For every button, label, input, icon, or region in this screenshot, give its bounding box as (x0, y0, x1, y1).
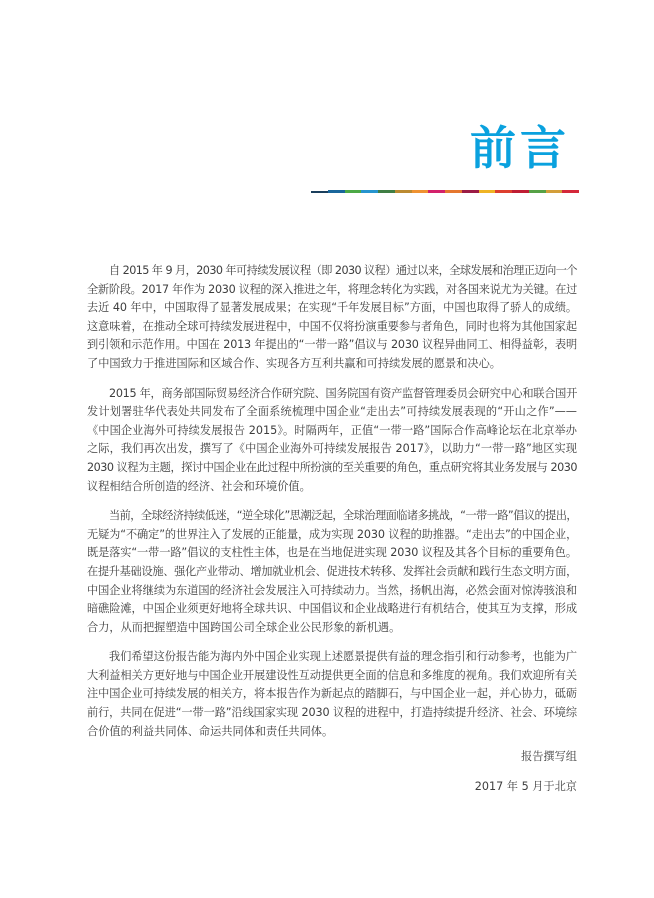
paragraph-4 (87, 648, 577, 741)
text-line: 2015 年，商务部国际贸易经济合作研究院、国务院国有资产监督管理委员会研究中心和联合国开 (109, 386, 577, 400)
text-line: 前行，共同在促进“一带一路”沿线国家实现 2030 议程的进程中，打造持续提升经济、社会、环境综 (87, 706, 577, 720)
text-line: 议程相结合所创造的经济、社会和环境价值。 (87, 479, 311, 493)
text-line: 合价值的利益共同体、命运共同体和责任共同体。 (87, 724, 334, 738)
text-line: 既是落实“一带一路”倡议的支柱性主体，也是在当地促进实现 2030 议程及其各个目标的重要角色。 (87, 546, 577, 560)
sdg-bar-segment (345, 190, 362, 193)
sdg-bar-segment (395, 190, 412, 193)
text-line: 注中国企业可持续发展的相关方，将本报告作为新起点的踏脚石，与中国企业一起，并心协力，砥砺 (87, 687, 577, 701)
text-line: 在提升基础设施、强化产业带动、增加就业机会、促进技术转移、发挥社会贡献和践行生态文明方面， (87, 564, 577, 578)
text-line: 2030 议程为主题，探讨中国企业在此过程中所扮演的至关重要的角色，重点研究将其业务发展与 2030 (87, 460, 577, 474)
sdg-bar-segment (412, 190, 429, 193)
paragraph-2 (87, 385, 577, 497)
text-line: 了中国致力于推进国际和区域合作、实现各方互利共赢和可持续发展的愿景和决心。 (87, 356, 501, 370)
text-line: 我们希望这份报告能为海内外中国企业实现上述愿景提供有益的理念指引和行动参考，也能为广 (109, 650, 577, 664)
sdg-bar-segment (512, 190, 529, 193)
sdg-bar-segment (361, 190, 378, 193)
text-line: 发计划署驻华代表处共同发布了全面系统梳理中国企业“走出去”可持续发展表现的“开山之作”—— (87, 405, 577, 419)
sdg-bar-segment (328, 190, 345, 193)
signoff-author: 报告撰写组 (521, 750, 577, 763)
page-title: 前言 (470, 121, 570, 175)
text-line: 暗礁险滩，中国企业须更好地将全球共识、中国倡议和企业战略进行有机结合，使其互为支撑，形成 (87, 602, 577, 616)
sdg-bar-segment (546, 190, 563, 193)
text-line: 大利益相关方更好地与中国企业开展建设性互动提供更全面的信息和多维度的视角。我们欢迎所有关 (87, 668, 577, 682)
sdg-bar-segment (462, 190, 479, 193)
sdg-color-bar (311, 190, 579, 193)
text-line: 之际，我们再次出发，撰写了《中国企业海外可持续发展报告 2017》，以助力“一带一路”地区实现 (87, 442, 577, 456)
signoff (475, 748, 577, 796)
text-line: 这意味着，在推动全球可持续发展进程中，中国不仅将扮演重要参与者角色，同时也将为其他国家起 (87, 319, 577, 333)
text-line: 去近 40 年中，中国取得了显著发展成果；在实现“千年发展目标”方面，中国也取得了骄人的成绩。 (87, 301, 577, 315)
sdg-bar-segment (479, 190, 496, 193)
signoff-date-place: 2017 年 5 月于北京 (474, 780, 577, 793)
text-line: 《中国企业海外可持续发展报告 2015》。时隔两年，正值“一带一路”国际合作高峰论坛在北京举办 (87, 423, 577, 437)
sdg-bar-segment (428, 190, 445, 193)
sdg-bar-segment (495, 190, 512, 193)
text-line: 自 2015 年 9 月，2030 年可持续发展议程（即 2030 议程）通过以来，全球发展和治理正迈向一个 (109, 264, 577, 277)
text-line: 中国企业将继续为东道国的经济社会发展注入可持续动力。当然，扬帆出海，必然会面对惊涛骇浪和 (87, 583, 577, 597)
text-line: 当前，全球经济持续低迷，“逆全球化”思潮泛起，全球治理面临诸多挑战，“一带一路”倡议的提出， (109, 509, 577, 523)
text-line: 合力，从而把握塑造中国跨国公司全球企业公民形象的新机遇。 (87, 620, 401, 634)
paragraph-1 (87, 262, 577, 374)
sdg-bar-segment (378, 190, 395, 193)
preface-body (87, 262, 577, 752)
text-line: 无疑为“不确定”的世界注入了发展的正能量，成为实现 2030 议程的助推器。“走出去”的中国企业， (87, 527, 578, 541)
sdg-bar-segment (562, 190, 579, 193)
paragraph-3 (87, 507, 577, 637)
text-line: 到引领和示范作用。中国在 2013 年提出的“一带一路”倡议与 2030 议程异曲同工、相得益彰，表明 (87, 338, 577, 352)
sdg-bar-segment (529, 190, 546, 193)
sdg-bar-segment (445, 190, 462, 193)
text-line: 全新阶段。2017 年作为 2030 议程的深入推进之年，将理念转化为实践，对各国来说尤为关键。在过 (87, 282, 577, 296)
sdg-bar-segment (311, 191, 328, 193)
